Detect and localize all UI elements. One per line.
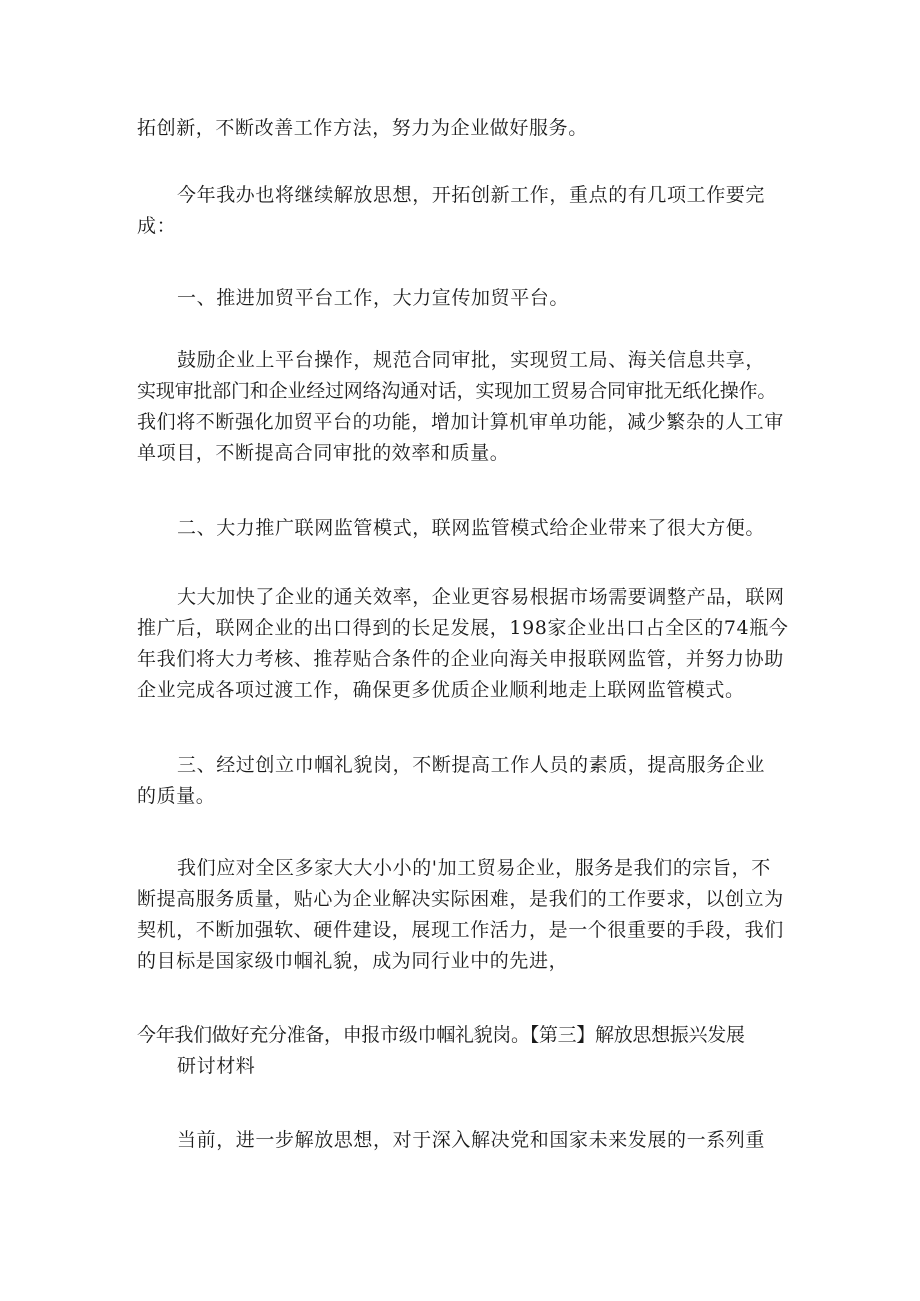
text-line: 实现审批部门和企业经过网络沟通对话，实现加工贸易合同审批无纸化操作。: [137, 380, 777, 402]
text-line: 企业完成各项过渡工作，确保更多优质企业顺利地走上联网监管模式。: [137, 679, 745, 701]
text-line: 我们应对全区多家大大小小的'加工贸易企业，服务是我们的宗旨，不: [177, 857, 771, 879]
paragraph-service-quality: [137, 853, 784, 977]
heading-item-three: [137, 750, 765, 812]
paragraph-service-improvement: [137, 113, 588, 144]
text-line: 成：: [137, 215, 177, 237]
paragraph-this-year-plan: [137, 180, 765, 242]
text-line: 年我们将大力考核、推荐贴合条件的企业向海关申报联网监管，并努力协助: [137, 648, 784, 670]
text-line: 研讨材料: [177, 1055, 256, 1077]
paragraph-current-situation: [137, 1125, 765, 1156]
text-line: 契机，不断加强软、硬件建设，展现工作活力，是一个很重要的手段，我们: [137, 919, 784, 941]
text-line: 三、经过创立巾帼礼貌岗，不断提高工作人员的素质，提高服务企业: [177, 754, 766, 776]
text-line: 我们将不断强化加贸平台的功能，增加计算机审单功能，减少繁杂的人工审: [137, 411, 784, 433]
text-line: 拓创新，不断改善工作方法，努力为企业做好服务。: [137, 117, 588, 139]
text-line: 单项目，不断提高合同审批的效率和质量。: [137, 442, 510, 464]
text-line: 二、大力推广联网监管模式，联网监管模式给企业带来了很大方便。: [177, 517, 766, 539]
text-line: 的目标是国家级巾帼礼貌，成为同行业中的先进，: [137, 950, 569, 972]
heading-item-two: [177, 513, 765, 544]
text-line: 的质量。: [137, 785, 216, 807]
text-line: 当前，进一步解放思想，对于深入解决党和国家未来发展的一系列重: [177, 1129, 766, 1151]
heading-item-one: [177, 283, 569, 314]
text-line: 断提高服务质量，贴心为企业解决实际困难，是我们的工作要求，以创立为: [137, 888, 784, 910]
text-line: 今年我办也将继续解放思想，开拓创新工作，重点的有几项工作要完: [177, 184, 766, 206]
text-line: 鼓励企业上平台操作，规范合同审批，实现贸工局、海关信息共享，: [177, 349, 766, 371]
paragraph-networked-supervision: [137, 582, 788, 706]
paragraph-platform-operations: [137, 345, 784, 469]
text-line: 一、推进加贸平台工作，大力宣传加贸平台。: [177, 287, 570, 309]
text-line: 推广后，联网企业的出口得到的长足发展，198家企业出口占全区的74瓶今: [137, 617, 789, 639]
paragraph-section-three-title: [137, 1020, 745, 1082]
text-line: 大大加快了企业的通关效率，企业更容易根据市场需要调整产品，联网: [177, 586, 785, 608]
text-line: 今年我们做好充分准备，申报市级巾帼礼貌岗。【第三】解放思想振兴发展: [137, 1024, 745, 1046]
